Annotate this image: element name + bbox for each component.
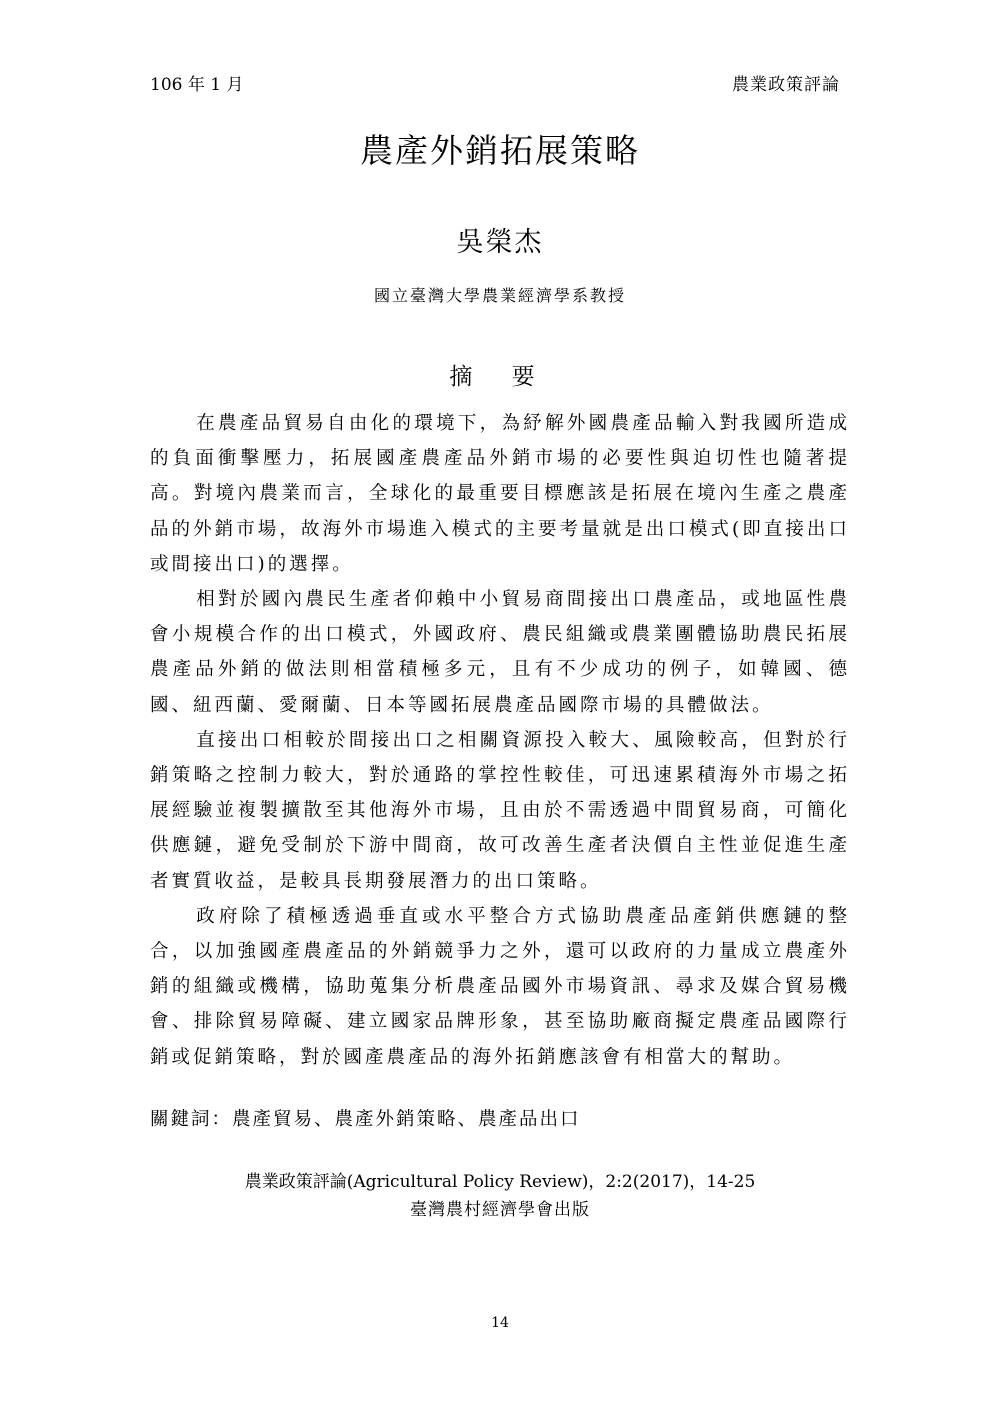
abstract-body — [150, 406, 850, 1075]
abstract-paragraph-3: 直接出口相較於間接出口之相關資源投入較大、風險較高，但對於行銷策略之控制力較大，對於通路的掌控性較佳，可迅速累積海外市場之拓展經驗並複製擴散至其他海外市場，且由於不需透過中間貿易商，可簡化供應鏈，避免受制於下游中間商，故可改善生產者決價自主性並促進生產者實質收益，是較具長期發展潛力的出口策略。 — [150, 729, 850, 892]
abstract-heading: 摘 要 — [449, 364, 551, 390]
author-name: 吳榮杰 — [456, 227, 544, 258]
abstract-paragraph-4: 政府除了積極透過垂直或水平整合方式協助農產品產銷供應鏈的整合，以加強國產農產品的外銷競爭力之外，還可以政府的力量成立農產外銷的組織或機構，協助蒐集分析農產品國外市場資訊、尋求及媒合貿易機會、排除貿易障礙、建立國家品牌形象，甚至協助廠商擬定農產品國際行銷或促銷策略，對於國產農產品的海外拓銷應該會有相當大的幫助。 — [150, 905, 850, 1068]
paper-title: 農產外銷拓展策略 — [360, 131, 640, 170]
journal-citation: 農業政策評論(Agricultural Policy Review)，2:2(2017)，14-25 — [244, 1172, 756, 1192]
abstract-paragraph-2: 相對於國內農民生產者仰賴中小貿易商間接出口農產品，或地區性農會小規模合作的出口模式，外國政府、農民組織或農業團體協助農民拓展農產品外銷的做法則相當積極多元，且有不少成功的例子，如韓國、德國、紐西蘭、愛爾蘭、日本等國拓展農產品國際市場的具體做法。 — [150, 589, 850, 716]
publisher: 臺灣農村經濟學會出版 — [410, 1200, 590, 1220]
abstract-paragraph-1: 在農產品貿易自由化的環境下，為紓解外國農產品輸入對我國所造成的負面衝擊壓力，拓展國產農產品外銷市場的必要性與迫切性也隨著提高。對境內農業而言，全球化的最重要目標應該是拓展在境內生產之農產品的外銷市場，故海外市場進入模式的主要考量就是出口模式(即直接出口或間接出口)的選擇。 — [150, 413, 850, 575]
keywords: 關鍵詞：農產貿易、農產外銷策略、農產品出口 — [150, 1109, 581, 1130]
header-journal-name: 農業政策評論 — [732, 75, 840, 95]
page-number: 14 — [491, 1315, 509, 1331]
author-affiliation: 國立臺灣大學農業經濟學系教授 — [373, 286, 626, 305]
header-date: 106 年 1 月 — [150, 75, 244, 95]
